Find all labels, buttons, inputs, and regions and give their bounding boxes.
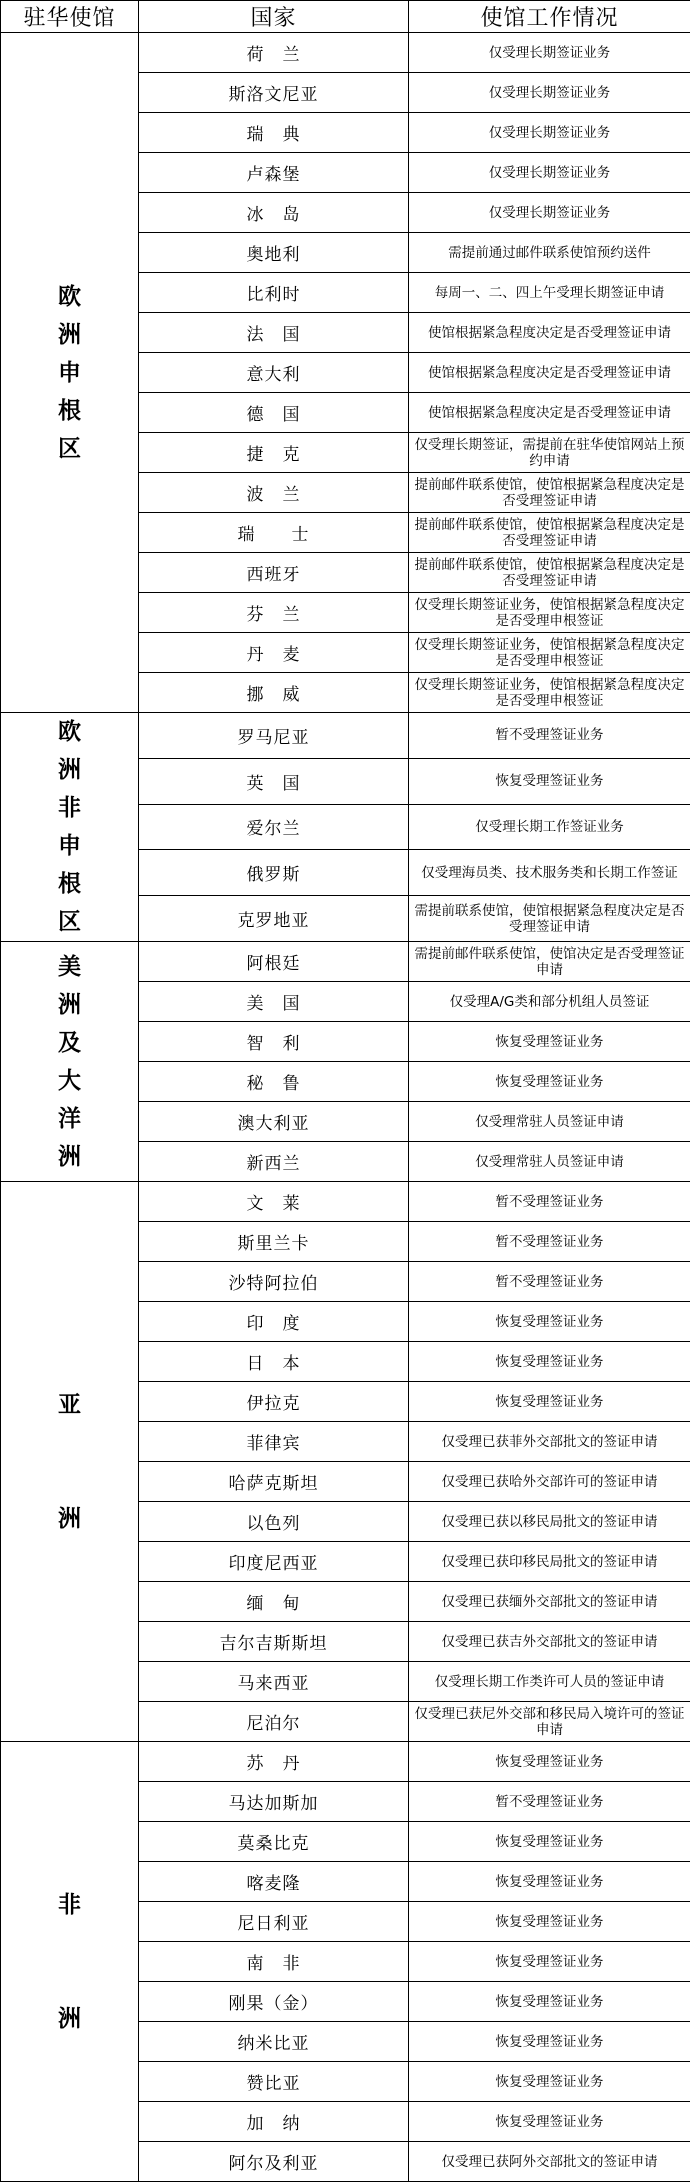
status-cell: 恢复受理签证业务 (409, 1862, 690, 1902)
country-cell: 尼泊尔 (139, 1702, 409, 1742)
status-cell: 暂不受理签证业务 (409, 1262, 690, 1302)
country-cell: 斯里兰卡 (139, 1222, 409, 1262)
status-cell: 仅受理已获以移民局批文的签证申请 (409, 1502, 690, 1542)
status-cell: 仅受理长期签证业务，使馆根据紧急程度决定是否受理申根签证 (409, 593, 690, 633)
status-cell: 暂不受理签证业务 (409, 1222, 690, 1262)
status-cell: 仅受理长期工作签证业务 (409, 804, 690, 850)
status-cell: 仅受理长期工作类许可人员的签证申请 (409, 1662, 690, 1702)
status-cell: 恢复受理签证业务 (409, 1742, 690, 1782)
country-cell: 南 非 (139, 1942, 409, 1982)
country-cell: 美 国 (139, 982, 409, 1022)
status-cell: 仅受理已获尼外交部和移民局入境许可的签证申请 (409, 1702, 690, 1742)
country-cell: 马达加斯加 (139, 1782, 409, 1822)
status-cell: 暂不受理签证业务 (409, 1782, 690, 1822)
country-cell: 丹 麦 (139, 633, 409, 673)
country-cell: 阿尔及利亚 (139, 2142, 409, 2182)
region-char (1, 1962, 138, 2000)
country-cell: 克罗地亚 (139, 896, 409, 942)
header-region: 驻华使馆 (1, 1, 139, 33)
status-cell: 提前邮件联系使馆，使馆根据紧急程度决定是否受理签证申请 (409, 473, 690, 513)
region-char (1, 1462, 138, 1500)
region-cell (1, 1742, 139, 2182)
status-cell: 提前邮件联系使馆，使馆根据紧急程度决定是否受理签证申请 (409, 553, 690, 593)
status-cell: 仅受理已获缅外交部批文的签证申请 (409, 1582, 690, 1622)
status-cell: 恢复受理签证业务 (409, 1382, 690, 1422)
country-cell: 加 纳 (139, 2102, 409, 2142)
region-char: 洲 (1, 1138, 138, 1176)
region-char: 根 (1, 865, 138, 903)
country-cell: 阿根廷 (139, 942, 409, 982)
status-cell: 每周一、二、四上午受理长期签证申请 (409, 273, 690, 313)
status-cell: 仅受理已获阿外交部批文的签证申请 (409, 2142, 690, 2182)
status-cell: 仅受理已获菲外交部批文的签证申请 (409, 1422, 690, 1462)
region-char: 洋 (1, 1100, 138, 1138)
region-char: 及 (1, 1024, 138, 1062)
region-cell (1, 713, 139, 942)
country-cell: 德 国 (139, 393, 409, 433)
country-cell: 尼日利亚 (139, 1902, 409, 1942)
table-row (1, 942, 690, 982)
country-cell: 苏 丹 (139, 1742, 409, 1782)
country-cell: 瑞 典 (139, 113, 409, 153)
country-cell: 印 度 (139, 1302, 409, 1342)
status-cell: 仅受理长期签证业务 (409, 113, 690, 153)
country-cell: 沙特阿拉伯 (139, 1262, 409, 1302)
country-cell: 意大利 (139, 353, 409, 393)
status-cell: 仅受理长期签证业务，使馆根据紧急程度决定是否受理申根签证 (409, 673, 690, 713)
status-cell: 使馆根据紧急程度决定是否受理签证申请 (409, 313, 690, 353)
status-cell: 仅受理常驻人员签证申请 (409, 1102, 690, 1142)
country-cell: 法 国 (139, 313, 409, 353)
region-cell (1, 33, 139, 713)
region-char: 申 (1, 827, 138, 865)
status-cell: 恢复受理签证业务 (409, 1342, 690, 1382)
status-cell: 恢复受理签证业务 (409, 758, 690, 804)
region-char: 亚 (1, 1386, 138, 1424)
region-char (1, 1924, 138, 1962)
region-char (1, 1424, 138, 1462)
country-cell: 西班牙 (139, 553, 409, 593)
country-cell: 比利时 (139, 273, 409, 313)
header-status: 使馆工作情况 (409, 1, 690, 33)
status-cell: 恢复受理签证业务 (409, 1942, 690, 1982)
country-cell: 日 本 (139, 1342, 409, 1382)
status-cell: 仅受理长期签证业务 (409, 33, 690, 73)
region-cell (1, 942, 139, 1182)
table-row (1, 713, 690, 759)
status-cell: 恢复受理签证业务 (409, 1982, 690, 2022)
country-cell: 斯洛文尼亚 (139, 73, 409, 113)
region-char: 非 (1, 789, 138, 827)
country-cell: 吉尔吉斯斯坦 (139, 1622, 409, 1662)
region-char: 洲 (1, 751, 138, 789)
country-cell: 瑞 士 (139, 513, 409, 553)
country-cell: 缅 甸 (139, 1582, 409, 1622)
country-cell: 刚果（金） (139, 1982, 409, 2022)
status-cell: 仅受理已获哈外交部许可的签证申请 (409, 1462, 690, 1502)
region-char: 根 (1, 392, 138, 430)
country-cell: 伊拉克 (139, 1382, 409, 1422)
status-cell: 使馆根据紧急程度决定是否受理签证申请 (409, 353, 690, 393)
status-cell: 仅受理长期签证，需提前在驻华使馆网站上预约申请 (409, 433, 690, 473)
status-cell: 恢复受理签证业务 (409, 1822, 690, 1862)
country-cell: 文 莱 (139, 1182, 409, 1222)
region-char: 非 (1, 1886, 138, 1924)
status-cell: 仅受理长期签证业务 (409, 153, 690, 193)
country-cell: 爱尔兰 (139, 804, 409, 850)
status-cell: 恢复受理签证业务 (409, 1302, 690, 1342)
region-char: 申 (1, 354, 138, 392)
country-cell: 哈萨克斯坦 (139, 1462, 409, 1502)
status-cell: 使馆根据紧急程度决定是否受理签证申请 (409, 393, 690, 433)
table-row (1, 1182, 690, 1222)
status-cell: 仅受理长期签证业务 (409, 193, 690, 233)
region-char: 美 (1, 948, 138, 986)
status-cell: 暂不受理签证业务 (409, 1182, 690, 1222)
country-cell: 奥地利 (139, 233, 409, 273)
status-cell: 仅受理海员类、技术服务类和长期工作签证 (409, 850, 690, 896)
country-cell: 冰 岛 (139, 193, 409, 233)
country-cell: 印度尼西亚 (139, 1542, 409, 1582)
region-char: 洲 (1, 316, 138, 354)
country-cell: 马来西亚 (139, 1662, 409, 1702)
status-cell: 恢复受理签证业务 (409, 2102, 690, 2142)
country-cell: 波 兰 (139, 473, 409, 513)
country-cell: 捷 克 (139, 433, 409, 473)
status-cell: 仅受理长期签证业务 (409, 73, 690, 113)
status-cell: 恢复受理签证业务 (409, 1902, 690, 1942)
region-char: 欧 (1, 278, 138, 316)
country-cell: 挪 威 (139, 673, 409, 713)
country-cell: 荷 兰 (139, 33, 409, 73)
region-char: 洲 (1, 2000, 138, 2038)
table-row (1, 1742, 690, 1782)
status-cell: 需提前通过邮件联系使馆预约送件 (409, 233, 690, 273)
country-cell: 卢森堡 (139, 153, 409, 193)
table-body (1, 33, 690, 2182)
status-cell: 仅受理A/G类和部分机组人员签证 (409, 982, 690, 1022)
header-country: 国家 (139, 1, 409, 33)
status-cell: 需提前联系使馆，使馆根据紧急程度决定是否受理签证申请 (409, 896, 690, 942)
country-cell: 芬 兰 (139, 593, 409, 633)
status-cell: 仅受理长期签证业务，使馆根据紧急程度决定是否受理申根签证 (409, 633, 690, 673)
header-row (1, 1, 690, 33)
region-char: 区 (1, 430, 138, 468)
country-cell: 澳大利亚 (139, 1102, 409, 1142)
region-char: 洲 (1, 986, 138, 1024)
status-cell: 需提前邮件联系使馆，使馆决定是否受理签证申请 (409, 942, 690, 982)
status-cell: 暂不受理签证业务 (409, 713, 690, 759)
region-char: 区 (1, 903, 138, 941)
country-cell: 秘 鲁 (139, 1062, 409, 1102)
country-cell: 罗马尼亚 (139, 713, 409, 759)
country-cell: 智 利 (139, 1022, 409, 1062)
status-cell: 仅受理已获印移民局批文的签证申请 (409, 1542, 690, 1582)
country-cell: 俄罗斯 (139, 850, 409, 896)
status-cell: 恢复受理签证业务 (409, 2062, 690, 2102)
region-cell (1, 1182, 139, 1742)
region-char: 洲 (1, 1500, 138, 1538)
table-row (1, 33, 690, 73)
status-cell: 恢复受理签证业务 (409, 1062, 690, 1102)
region-char: 欧 (1, 713, 138, 751)
country-cell: 莫桑比克 (139, 1822, 409, 1862)
country-cell: 新西兰 (139, 1142, 409, 1182)
status-cell: 仅受理已获吉外交部批文的签证申请 (409, 1622, 690, 1662)
country-cell: 英 国 (139, 758, 409, 804)
country-cell: 菲律宾 (139, 1422, 409, 1462)
country-cell: 喀麦隆 (139, 1862, 409, 1902)
country-cell: 纳米比亚 (139, 2022, 409, 2062)
status-cell: 恢复受理签证业务 (409, 2022, 690, 2062)
status-cell: 提前邮件联系使馆，使馆根据紧急程度决定是否受理签证申请 (409, 513, 690, 553)
country-cell: 以色列 (139, 1502, 409, 1542)
country-cell: 赞比亚 (139, 2062, 409, 2102)
status-cell: 恢复受理签证业务 (409, 1022, 690, 1062)
status-cell: 仅受理常驻人员签证申请 (409, 1142, 690, 1182)
region-char: 大 (1, 1062, 138, 1100)
